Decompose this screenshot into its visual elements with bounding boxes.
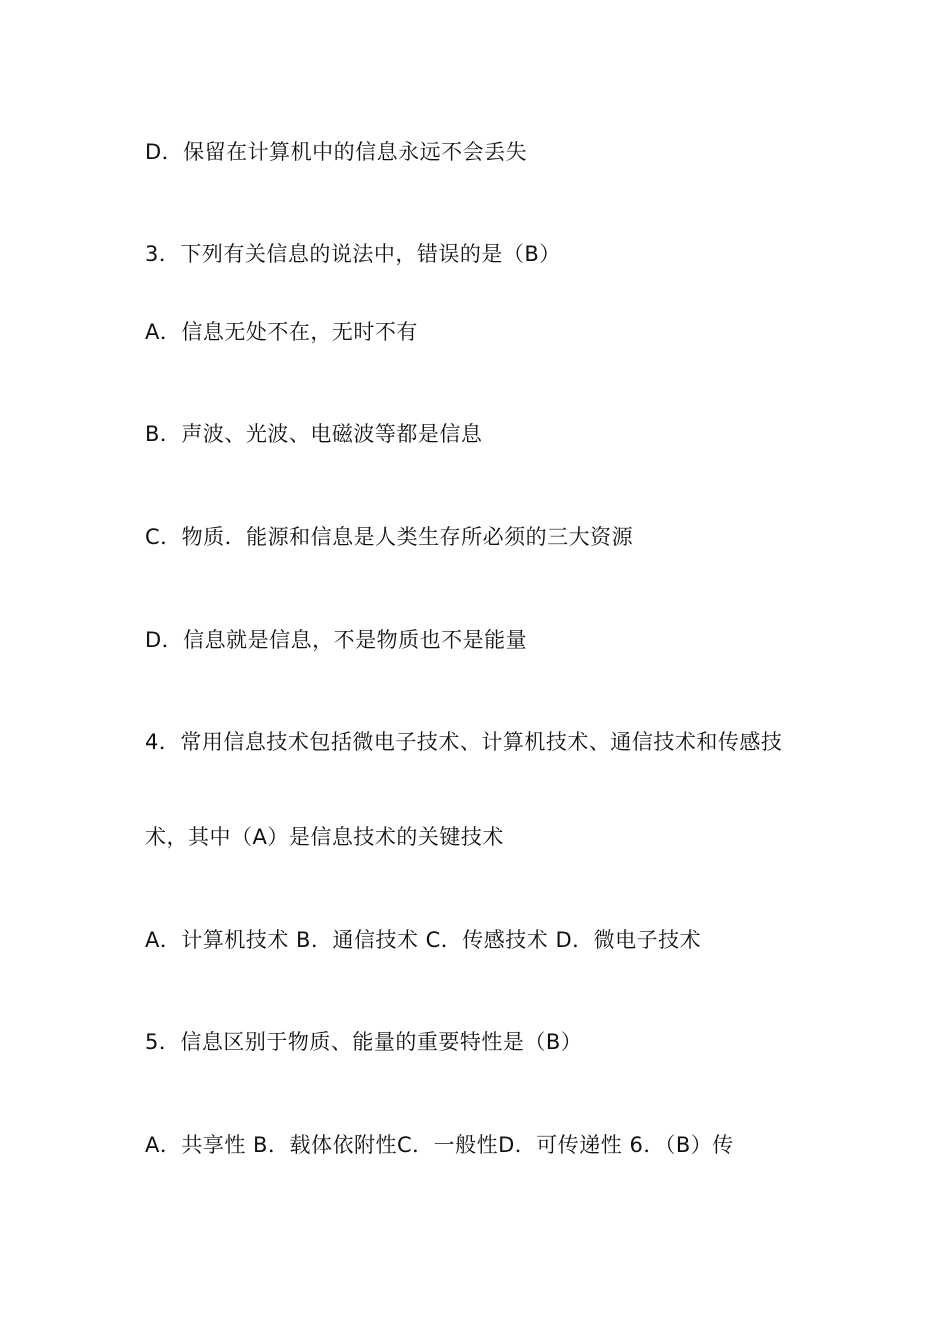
q5-question: 5．信息区别于物质、能量的重要特性是（B） bbox=[145, 1030, 583, 1054]
q3-question: 3．下列有关信息的说法中，错误的是（B） bbox=[145, 242, 561, 266]
q3-option-c: C．物质．能源和信息是人类生存所必须的三大资源 bbox=[145, 525, 634, 549]
q3-option-b: B．声波、光波、电磁波等都是信息 bbox=[145, 422, 483, 446]
q4-question-line-2: 术，其中（A）是信息技术的关键技术 bbox=[145, 825, 504, 849]
q3-option-a: A．信息无处不在，无时不有 bbox=[145, 320, 418, 344]
q3-option-d: D．信息就是信息，不是物质也不是能量 bbox=[145, 628, 528, 652]
q2-option-d: D．保留在计算机中的信息永远不会丢失 bbox=[145, 140, 528, 164]
q4-question-line-1: 4．常用信息技术包括微电子技术、计算机技术、通信技术和传感技 bbox=[145, 730, 783, 754]
q5-options: A．共享性 B．载体依附性C．一般性D．可传递性 6．（B）传 bbox=[145, 1133, 734, 1157]
q4-options: A．计算机技术 B．通信技术 C．传感技术 D．微电子技术 bbox=[145, 928, 702, 952]
